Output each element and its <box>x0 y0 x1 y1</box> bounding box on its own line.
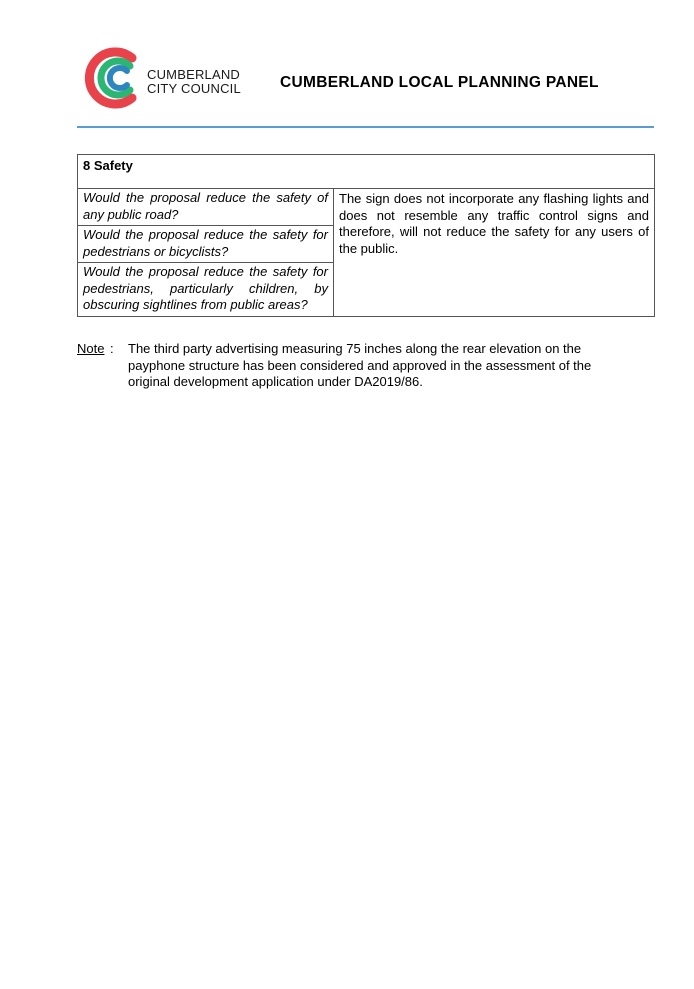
page-header <box>0 0 694 130</box>
answer-cell: The sign does not incorporate any flashing lights and does not resemble any traffic control signs and therefore, will not reduce the safety for any users of the public. <box>334 189 655 317</box>
table-row <box>78 189 655 226</box>
note-label-text: Note <box>77 341 105 356</box>
panel-title: CUMBERLAND LOCAL PLANNING PANEL <box>280 74 599 91</box>
note-text: The third party advertising measuring 75 inches along the rear elevation on the payphone structure has been considered and approved in the assessment of the original development application under DA2019/86. <box>128 341 592 389</box>
safety-criteria-table <box>77 154 655 317</box>
question-cell: Would the proposal reduce the safety for pedestrians, particularly children, by obscuring sightlines from public areas? <box>78 263 334 317</box>
council-name <box>147 68 241 96</box>
question-cell: Would the proposal reduce the safety of any public road? <box>78 189 334 226</box>
council-name-line1: CUMBERLAND <box>147 67 241 82</box>
council-name-line2: CITY COUNCIL <box>147 81 241 96</box>
section-title: 8 Safety <box>78 155 655 189</box>
cumberland-c-logo-icon <box>82 44 144 112</box>
header-divider <box>77 126 654 128</box>
table-row <box>78 155 655 189</box>
question-cell: Would the proposal reduce the safety for pedestrians or bicyclists? <box>78 226 334 263</box>
